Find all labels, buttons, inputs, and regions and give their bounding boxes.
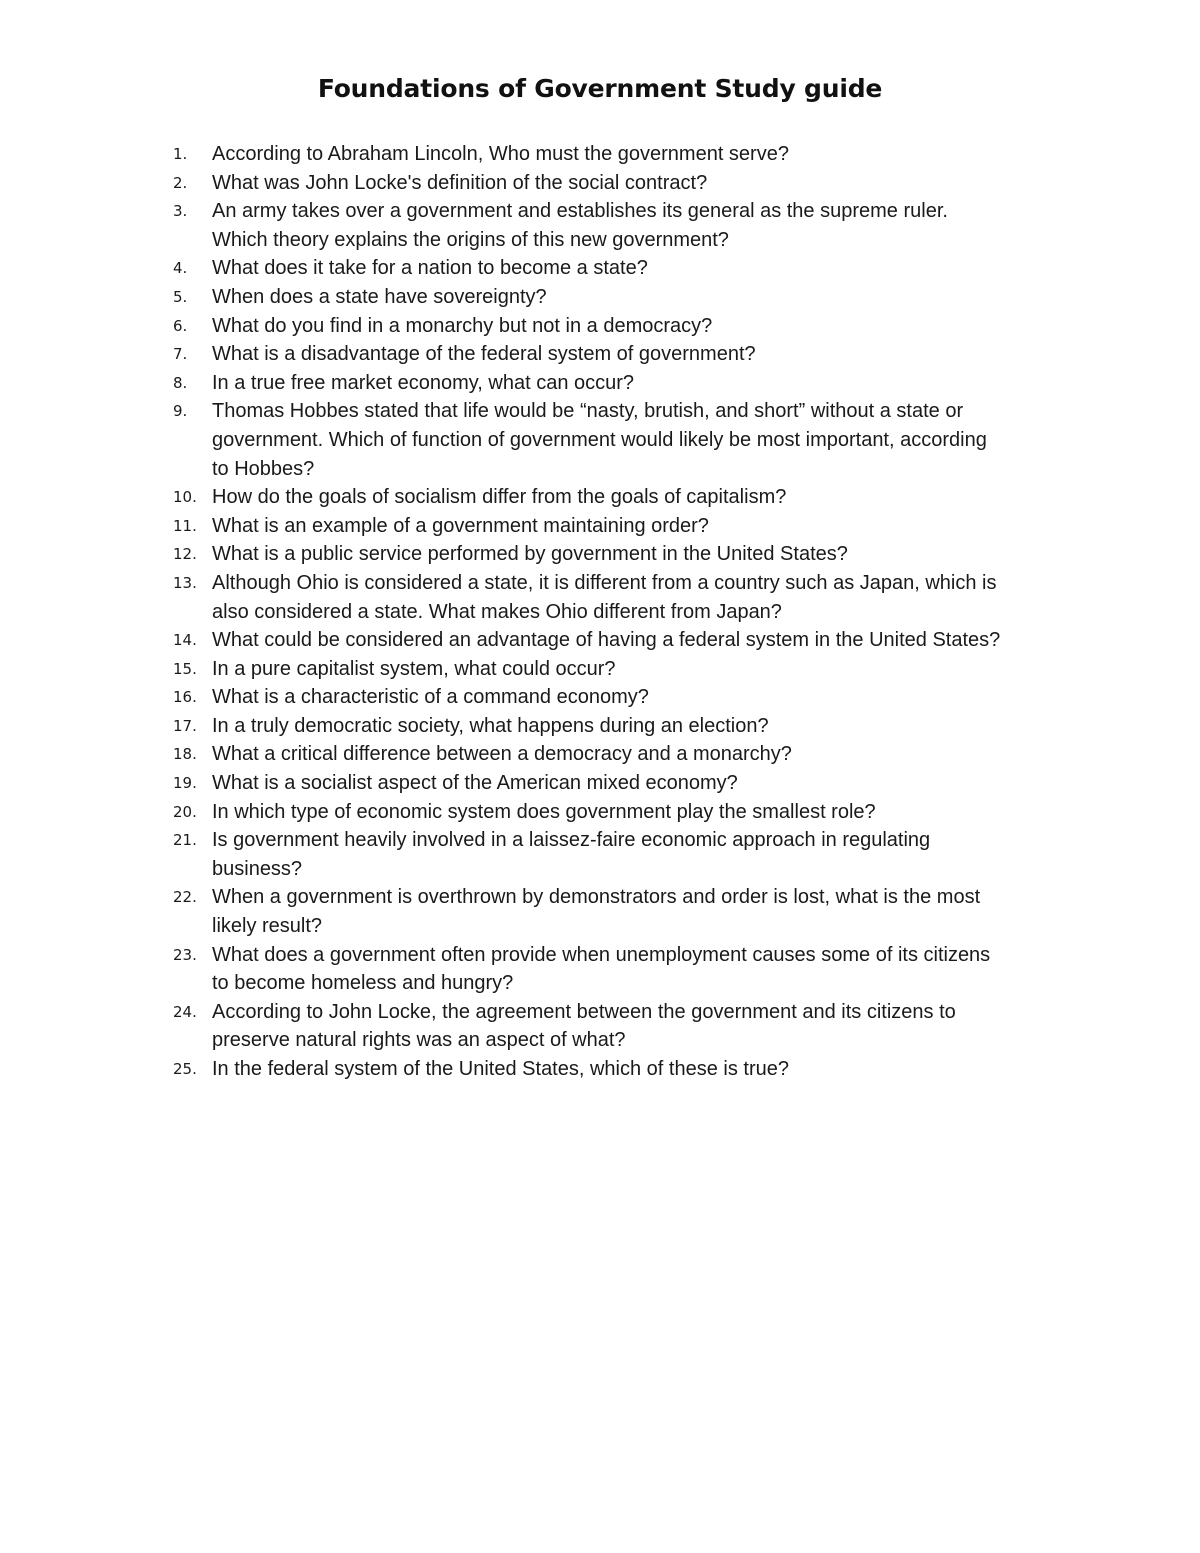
question-item bbox=[168, 826, 1068, 883]
question-text: In a pure capitalist system, what could occur? bbox=[212, 657, 616, 680]
question-number: 11. bbox=[173, 516, 197, 535]
question-number: 13. bbox=[173, 573, 197, 592]
question-item bbox=[168, 397, 1068, 483]
question-text: In the federal system of the United States, which of these is true? bbox=[212, 1058, 789, 1080]
question-number: 12. bbox=[173, 545, 197, 564]
question-text: An army takes over a government and establishes its general as the supreme ruler. Which theory explains the origins of this new government? bbox=[212, 200, 948, 251]
question-text: Thomas Hobbes stated that life would be “nasty, brutish, and short” without a state or government. Which of function of government would likely be most important, according to Hobbes? bbox=[212, 400, 987, 480]
question-item bbox=[168, 512, 1068, 541]
question-item bbox=[168, 883, 1068, 940]
question-number: 4. bbox=[173, 259, 188, 278]
question-item bbox=[168, 712, 1068, 741]
question-number: 22. bbox=[173, 888, 197, 907]
question-number: 24. bbox=[173, 1002, 197, 1021]
question-number: 15. bbox=[173, 659, 197, 678]
question-text: What is an example of a government maintaining order? bbox=[212, 514, 709, 537]
question-item bbox=[168, 626, 1068, 655]
question-number: 17. bbox=[173, 716, 197, 735]
question-number: 20. bbox=[173, 802, 197, 821]
question-list bbox=[168, 140, 1068, 1084]
question-item bbox=[168, 254, 1068, 283]
question-item bbox=[168, 798, 1068, 827]
question-item bbox=[168, 340, 1068, 369]
question-item bbox=[168, 998, 1068, 1055]
question-number: 21. bbox=[173, 831, 197, 850]
question-item bbox=[168, 169, 1068, 198]
question-text: What could be considered an advantage of having a federal system in the United States? bbox=[212, 629, 1001, 652]
question-number: 25. bbox=[173, 1060, 197, 1078]
question-text: What a critical difference between a democracy and a monarchy? bbox=[212, 743, 792, 766]
question-number: 6. bbox=[173, 316, 188, 335]
question-text: How do the goals of socialism differ from the goals of capitalism? bbox=[212, 486, 787, 509]
question-text: What is a public service performed by government in the United States? bbox=[212, 543, 848, 566]
question-item bbox=[168, 140, 1068, 169]
question-number: 1. bbox=[173, 145, 188, 163]
question-item bbox=[168, 941, 1068, 998]
question-number: 5. bbox=[173, 287, 188, 306]
question-number: 7. bbox=[173, 345, 188, 364]
question-text: In a truly democratic society, what happens during an election? bbox=[212, 714, 769, 737]
question-number: 23. bbox=[173, 945, 197, 964]
question-item bbox=[168, 655, 1068, 684]
document-title: Foundations of Government Study guide bbox=[317, 74, 883, 103]
question-item bbox=[168, 312, 1068, 341]
question-number: 10. bbox=[173, 488, 197, 507]
question-item bbox=[168, 540, 1068, 569]
question-text: In a true free market economy, what can occur? bbox=[212, 371, 635, 394]
question-number: 9. bbox=[173, 402, 188, 421]
question-text: What is a characteristic of a command economy? bbox=[212, 686, 649, 709]
question-item bbox=[168, 769, 1068, 798]
question-text: What is a disadvantage of the federal system of government? bbox=[212, 343, 756, 366]
question-text: What does a government often provide when unemployment causes some of its citizens to become homeless and hungry? bbox=[212, 943, 991, 995]
question-number: 19. bbox=[173, 774, 197, 793]
question-item bbox=[168, 569, 1068, 626]
question-number: 14. bbox=[173, 631, 197, 650]
question-text: In which type of economic system does government play the smallest role? bbox=[212, 800, 876, 823]
question-item bbox=[168, 483, 1068, 512]
question-text: What is a socialist aspect of the American mixed economy? bbox=[212, 772, 738, 795]
question-number: 2. bbox=[173, 173, 188, 192]
question-number: 18. bbox=[173, 745, 197, 764]
question-text: What was John Locke's definition of the social contract? bbox=[212, 171, 708, 194]
question-item bbox=[168, 683, 1068, 712]
question-item bbox=[168, 1055, 1068, 1084]
question-text: According to John Locke, the agreement between the government and its citizens to preserve natural rights was an aspect of what? bbox=[212, 1000, 956, 1052]
question-number: 3. bbox=[173, 202, 188, 221]
question-text: When a government is overthrown by demonstrators and order is lost, what is the most likely result? bbox=[212, 886, 981, 938]
question-text: What does it take for a nation to become a state? bbox=[212, 257, 648, 280]
question-text: Although Ohio is considered a state, it is different from a country such as Japan, which is also considered a state. What makes Ohio different from Japan? bbox=[212, 571, 997, 623]
question-item bbox=[168, 369, 1068, 398]
question-item bbox=[168, 740, 1068, 769]
question-item bbox=[168, 197, 1068, 254]
question-text: When does a state have sovereignty? bbox=[212, 285, 547, 308]
question-text: According to Abraham Lincoln, Who must the government serve? bbox=[212, 143, 789, 165]
question-number: 16. bbox=[173, 688, 197, 707]
question-text: What do you find in a monarchy but not in a democracy? bbox=[212, 314, 713, 337]
question-number: 8. bbox=[173, 373, 188, 392]
question-text: Is government heavily involved in a laissez-faire economic approach in regulating business? bbox=[212, 829, 931, 880]
question-item bbox=[168, 283, 1068, 312]
